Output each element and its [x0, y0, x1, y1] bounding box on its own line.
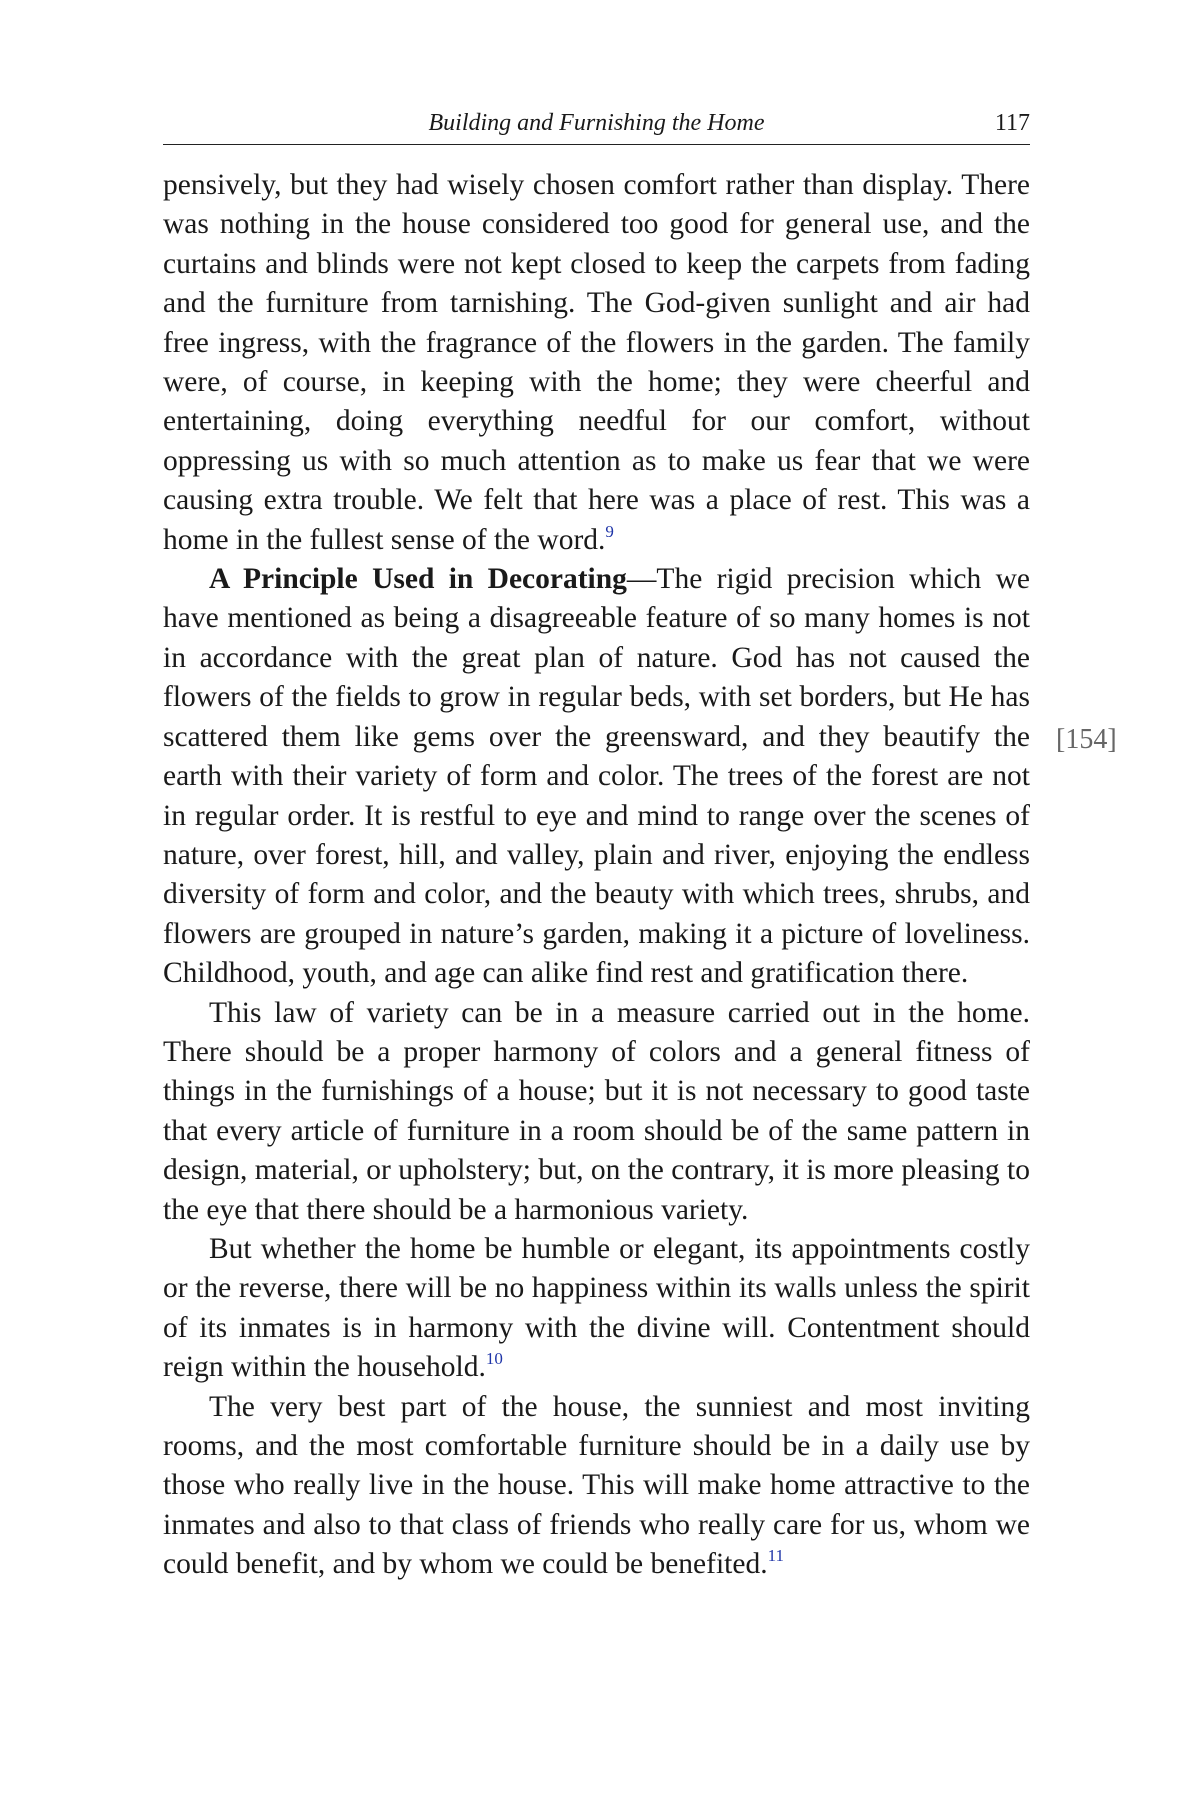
running-header	[163, 108, 1030, 145]
paragraph-text: —The rigid precision which we have mentioned as being a disagreeable feature of so many homes is not in accordance with the great plan of nature. God has not caused the flowers of the fields to grow in regular beds, with set borders, but He has scattered them like gems over the greensward, and they beautify the earth with their variety of form and color. The trees of the forest are not in regular order. It is restful to eye and mind to range over the scenes of nature, over forest, hill, and valley, plain and river, enjoying the endless diversity of form and color, and the beauty with which trees, shrubs, and flowers are grouped in nature’s garden, making it a picture of loveliness. Childhood, youth, and age can alike find rest and gratification there.	[163, 563, 1031, 990]
footnote-marker[interactable]: 11	[767, 1546, 784, 1566]
paragraph-text: But whether the home be humble or elegant, its appointments costly or the reverse, there will be no happiness within its walls unless the spirit of its inmates is in harmony with the divine will. Contentment should reign within the household.	[163, 1232, 1030, 1384]
paragraph-continued	[163, 166, 1030, 560]
paragraph-text: This law of variety can be in a measure carried out in the home. There should be a proper harmony of colors and a general fitness of things in the furnishings of a house; but it is not necessary to good taste that every article of furniture in a room should be of the same pattern in design, material, or upholstery; but, on the contrary, it is more pleasing to the eye that there should be a harmonious variety.	[163, 996, 1030, 1226]
paragraph-decorating	[163, 560, 1030, 993]
original-page-reference: [154]	[1056, 724, 1117, 755]
page-number: 117	[994, 110, 1030, 136]
paragraph-best-part	[163, 1388, 1030, 1585]
paragraph-text: The very best part of the house, the sunniest and most inviting rooms, and the most comfortable furniture should be in a daily use by those who really live in the house. This will make home attractive to the inmates and also to that class of friends who really care for us, whom we could benefit, and by whom we could be benefited.	[163, 1390, 1030, 1581]
paragraph-text: pensively, but they had wisely chosen comfort rather than display. There was nothing in the house considered too good for general use, and the curtains and blinds were not kept closed to keep the carpets from fading and the furniture from tarnishing. The God-given sunlight and air had free ingress, with the fragrance of the flowers in the garden. The family were, of course, in keeping with the home; they were cheerful and entertaining, doing everything needful for our comfort, without oppressing us with so much attention as to make us fear that we were causing extra trouble. We felt that here was a place of rest. This was a home in the fullest sense of the word.	[163, 169, 1030, 556]
section-heading: A Principle Used in Decorating	[209, 563, 627, 596]
body-text	[163, 166, 1030, 1585]
footnote-marker[interactable]: 9	[605, 521, 614, 541]
running-title: Building and Furnishing the Home	[428, 110, 765, 136]
paragraph-variety	[163, 994, 1030, 1230]
footnote-marker[interactable]: 10	[485, 1349, 503, 1369]
paragraph-contentment	[163, 1230, 1030, 1388]
